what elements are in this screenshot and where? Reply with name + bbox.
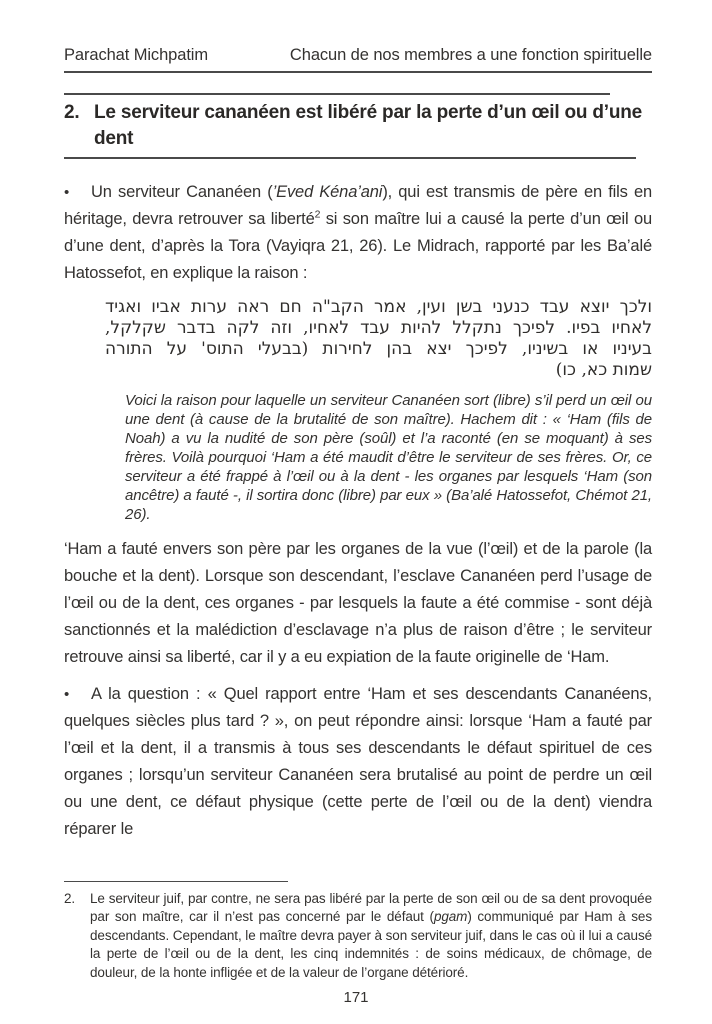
footnote-text-2: ) communiqué par Ham à ses descendants. Cependant, le maître devra payer à son serviteur juif, dans le cas où il lui a causé la perte de l’œil ou de la dent, les cinq indemnités : de soins médicaux, de chômage, de douleur, de la honte infligée et de la valeur de l’organe détérioré.	[90, 909, 652, 980]
section-title-block	[64, 93, 652, 159]
bullet-icon: •	[64, 686, 70, 703]
page-content	[64, 0, 652, 843]
paragraph-intro-text-3: si son maître lui a causé la perte d’un œil ou d’une dent, d’après la Tora (Vayiqra 21, 26). Le Midrach, rapporté par les Ba’alé Hatossefot, en explique la raison :	[64, 210, 652, 282]
section-title-text: Le serviteur cananéen est libéré par la perte d’un œil ou d’une dent	[94, 102, 643, 149]
hebrew-line: לאחיו בפיו. לפיכך נתקלל להיות עבד לאחיו, וזה לקה בדבר שקלקל,	[105, 318, 652, 338]
footnote-text-1: Le serviteur juif, par contre, ne sera pas libéré par la perte de son œil ou de sa dent provoquée par son maître, car il n’est pas concerné par le défaut (	[90, 890, 652, 924]
section-title	[64, 100, 652, 152]
title-rule-bottom	[64, 157, 636, 159]
running-header-chapter-title: Chacun de nos membres a une fonction spirituelle	[289, 46, 652, 64]
paragraph-intro	[64, 179, 652, 287]
bullet-icon: •	[64, 184, 70, 201]
paragraph-question-text: A la question : « Quel rapport entre ‘Ham et ses descendants Cananéens, quelques siècles plus tard ? », on peut répondre ainsi: lorsque ‘Ham a fauté par l’œil et la dent, il a transmis à tous ses descendants le défaut spirituel de ces organes ; lorsqu’un serviteur Cananéen sera brutalisé au point de perdre un œil ou une dent, ce défaut physique (cette perte de l’œil ou de la dent) viendra réparer le	[64, 685, 652, 838]
title-rule-top	[64, 93, 610, 95]
footnote-number: 2.	[64, 890, 76, 906]
section-number: 2.	[64, 102, 80, 123]
footnote-text	[64, 890, 652, 983]
footnote-block	[64, 875, 652, 983]
page-number: 171	[343, 989, 369, 1006]
footnote-reference: 2	[314, 208, 321, 221]
translation-italic-block: Voici la raison pour laquelle un serviteur Cananéen sort (libre) s’il perd un œil ou une dent (à cause de la brutalité de son maître). Hachem dit : « ‘Ham (fils de Noah) a vu la nudité de son père (soûl) et l’a raconté (en se moquant) à ses frères. Voilà pourquoi ‘Ham a été maudit d’être le serviteur de ses frères. Or, ce serviteur a été frappé à l’œil ou à la dent - les organes par lesquels ‘Ham (son ancêtre) a fauté -, il sortira donc (libre) par eux » (Ba’alé Hatossefot, Chémot 21, 26).	[125, 392, 652, 523]
hebrew-line: שמות כא, כו)	[555, 360, 652, 380]
hebrew-quote-block	[105, 297, 652, 381]
paragraph-question	[64, 681, 652, 843]
paragraph-explanation: ‘Ham a fauté envers son père par les organes de la vue (l’œil) et de la parole (la bouche et la dent). Lorsque son descendant, l’esclave Cananéen perd l’usage de l’œil ou de la dent, ces organes - par lesquels la faute a été commise - sont déjà sanctionnés et la malédiction d’esclavage n’a plus de raison d’être ; le serviteur retrouve ainsi sa liberté, car il y a eu expiation de la faute originelle de ‘Ham.	[64, 540, 652, 666]
header-rule	[64, 71, 652, 73]
paragraph-intro-text-2: ), qui est transmis de père en fils en héritage, devra retrouver sa liberté	[64, 183, 652, 228]
footnote-term-italic: pgam	[433, 909, 468, 924]
running-header	[64, 0, 652, 65]
footnote-separator-rule	[64, 881, 288, 882]
paragraph-intro-text-1: Un serviteur Cananéen (	[91, 183, 273, 201]
hebrew-line: בעיניו או בשיניו, לפיכך יצא בהן לחירות (בבעלי התוס' על התורה	[105, 339, 652, 359]
hebrew-term-italic: ’Eved Kéna’ani	[272, 183, 383, 201]
hebrew-line: ולכך יוצא עבד כנעני בשן ועין, אמר הקב"ה חם ראה ערות אביו ואגיד	[105, 297, 652, 317]
running-header-parasha: Parachat Michpatim	[64, 46, 209, 64]
